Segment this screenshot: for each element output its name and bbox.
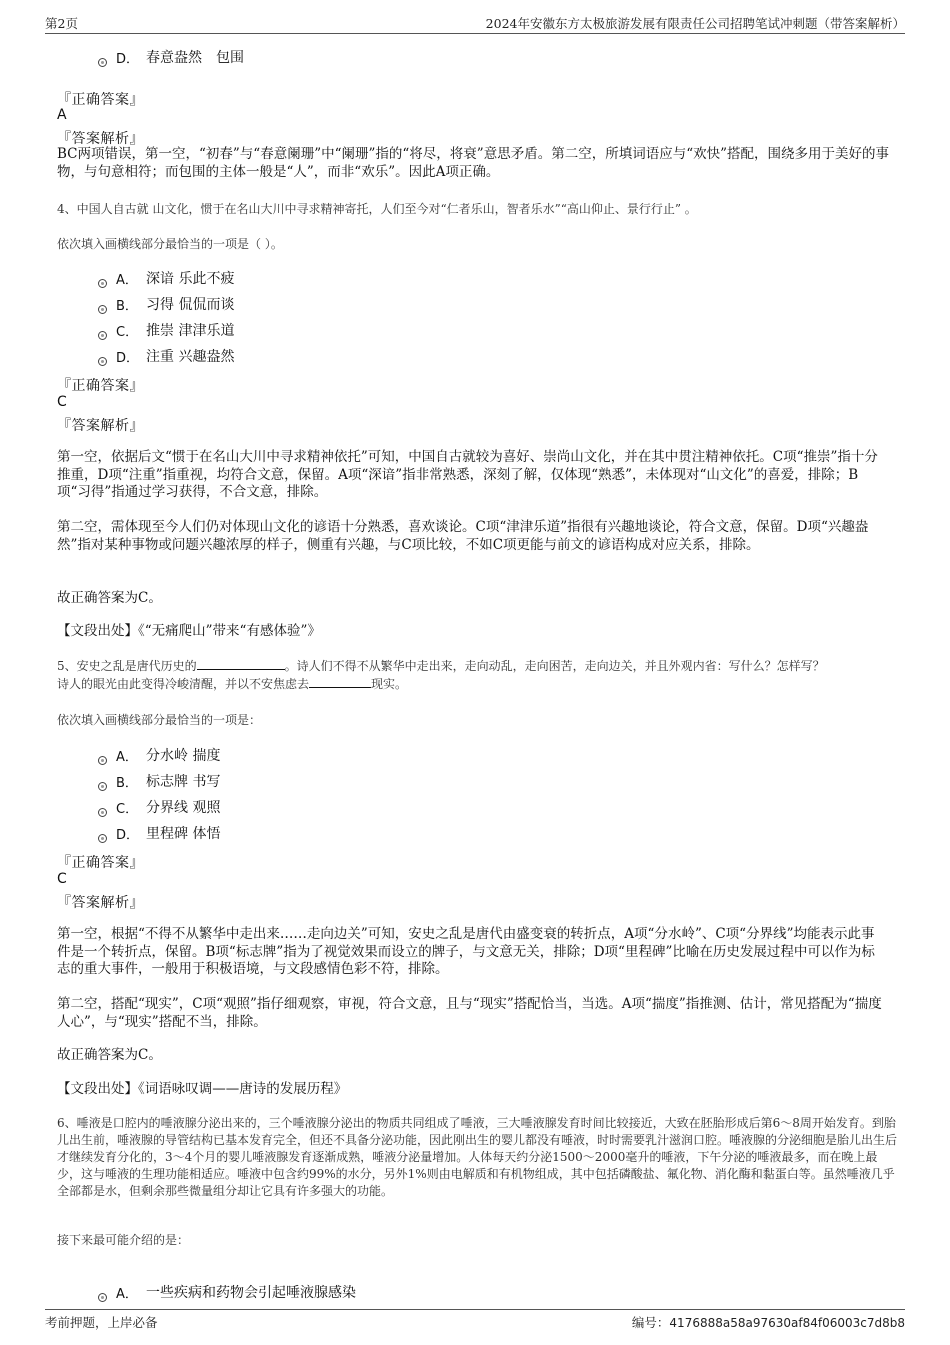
stem-part: 。诗人们不得不从繁华中走出来，走向动乱，走向困苦，走向边关，并且外观内省：写什么？怎样写？: [284, 659, 825, 673]
answer-label: 『正确答案』: [57, 378, 144, 394]
question-stem: 4、中国人自古就 山文化，惯于在名山大川中寻求精神寄托，人们至今对“仁者乐山，智者乐水”“高山仰止、景行行止” 。: [57, 202, 697, 216]
option-text: 标志牌 书写: [146, 774, 221, 790]
option-text: 一些疾病和药物会引起唾液腺感染: [146, 1285, 356, 1301]
radio-option-b[interactable]: [98, 305, 107, 314]
option-text: 春意盎然 包围: [146, 50, 244, 66]
option-letter: B．: [116, 776, 138, 791]
radio-option-a[interactable]: [98, 1293, 107, 1302]
option-letter: A．: [116, 1287, 138, 1302]
analysis-label: 『答案解析』: [57, 418, 144, 434]
analysis-label: 『答案解析』: [57, 131, 144, 147]
footer-rule: [45, 1309, 905, 1310]
option-text: 深谙 乐此不疲: [146, 271, 235, 287]
option-text: 分界线 观照: [146, 800, 221, 816]
question-prompt: 依次填入画横线部分最恰当的一项是：: [57, 713, 262, 727]
radio-option-a[interactable]: [98, 279, 107, 288]
conclusion: 故正确答案为C。: [57, 1047, 162, 1063]
analysis-paragraph: 第二空，需体现至今人们仍对体现山文化的谚语十分熟悉，喜欢谈论。C项“津津乐道”指很有兴趣地谈论，符合文意，保留。D项“兴趣盎然”指对某种事物或问题兴趣浓厚的样子，侧重有兴趣，与C项比较，不如C项更能与前文的谚语构成对应关系，排除。: [57, 519, 869, 553]
option-letter: C．: [116, 802, 139, 817]
radio-option-a[interactable]: [98, 756, 107, 765]
option-letter: A．: [116, 750, 138, 765]
option-text: 里程碑 体悟: [146, 826, 221, 842]
option-text: 分水岭 揣度: [146, 748, 221, 764]
option-letter: C．: [116, 325, 139, 340]
source-citation: 【文段出处】《词语咏叹调——唐诗的发展历程》: [57, 1081, 348, 1097]
radio-option-d[interactable]: [98, 357, 107, 366]
option-letter: D．: [116, 351, 140, 366]
radio-option-d[interactable]: [98, 58, 107, 67]
analysis-paragraph: 第一空，根据“不得不从繁华中走出来……走向边关”可知，安史之乱是唐代由盛变衰的转折点，A项“分水岭”、C项“分界线”均能表示此事件是一个转折点，保留。B项“标志牌”指为了视觉效果而设立的牌子，与文意无关，排除；D项“里程碑”比喻在历史发展过程中可以作为标志的重大事件，一般用于积极语境，与文段感情色彩不符，排除。: [57, 926, 875, 977]
answer-value: C: [57, 871, 67, 887]
answer-value: A: [57, 107, 67, 123]
question-prompt: 依次填入画横线部分最恰当的一项是（ ）。: [57, 237, 283, 251]
footer-slogan: 考前押题，上岸必备: [45, 1315, 158, 1330]
conclusion: 故正确答案为C。: [57, 590, 162, 606]
option-text: 习得 侃侃而谈: [146, 297, 235, 313]
answer-value: C: [57, 394, 67, 410]
fill-blank: [197, 657, 285, 670]
id-label: 编号：: [631, 1315, 670, 1330]
page-number: 第2页: [45, 16, 78, 31]
option-letter: B．: [116, 299, 138, 314]
question-stem: [57, 657, 902, 693]
analysis-paragraph: 第一空，依据后文“惯于在名山大川中寻求精神依托”可知，中国自古就较为喜好、崇尚山文化，并在其中贯注精神依托。C项“推崇”指十分推重，D项“注重”指重视，均符合文意，保留。A项“深谙”指非常熟悉，深刻了解，仅体现“熟悉”，未体现对“山文化”的喜爱，排除；B项“习得”指通过学习获得，不合文意，排除。: [57, 449, 878, 500]
stem-part: 5、安史之乱是唐代历史的: [57, 659, 197, 673]
radio-option-d[interactable]: [98, 834, 107, 843]
document-id: [632, 1313, 905, 1331]
id-code: 4176888a58a97630af84f06003c7d8b8: [669, 1316, 905, 1330]
question-stem: 6、唾液是口腔内的唾液腺分泌出来的，三个唾液腺分泌出的物质共同组成了唾液，三大唾液腺发育时间比较接近，大致在胚胎形成后第6～8周开始发育。到胎儿出生前，唾液腺的导管结构已基本发育完全，但还不具备分泌功能，因此刚出生的婴儿都没有唾液，时时需要乳汁滋润口腔。唾液腺的分泌细胞是胎儿出生后才继续发育分化的，3～4个月的婴儿唾液腺发育逐渐成熟，唾液分泌量增加。人体每天约分泌1500～2000毫升的唾液，下午分泌的唾液最多，而在晚上最少，这与唾液的生理功能相适应。唾液中包含约99%的水分，另外1%则由电解质和有机物组成，其中包括磷酸盐、氟化物、消化酶和黏蛋白等。虽然唾液几乎全部都是水，但剩余那些微量组分却让它具有许多强大的功能。: [57, 1116, 898, 1198]
document-title: 2024年安徽东方太极旅游发展有限责任公司招聘笔试冲刺题（带答案解析）: [485, 16, 905, 31]
answer-label: 『正确答案』: [57, 92, 144, 108]
analysis-label: 『答案解析』: [57, 895, 144, 911]
option-letter: D．: [116, 52, 140, 67]
question-prompt: 接下来最可能介绍的是：: [57, 1233, 190, 1247]
option-text: 注重 兴趣盎然: [146, 349, 235, 365]
stem-part: 现实。: [371, 677, 408, 691]
source-citation: 【文段出处】《“无痛爬山”带来“有感体验”》: [57, 623, 321, 639]
fill-blank: [309, 675, 371, 688]
analysis-text: BC两项错误，第一空，“初春”与“春意阑珊”中“阑珊”指的“将尽，将衰”意思矛盾。第二空，所填词语应与“欢快”搭配，围绕多用于美好的事物，与句意相符；而包围的主体一般是“人”，而非“欢乐”。因此A项正确。: [57, 146, 890, 180]
radio-option-c[interactable]: [98, 808, 107, 817]
radio-option-c[interactable]: [98, 331, 107, 340]
answer-label: 『正确答案』: [57, 855, 144, 871]
option-text: 推崇 津津乐道: [146, 323, 235, 339]
radio-option-b[interactable]: [98, 782, 107, 791]
analysis-paragraph: 第二空，搭配“现实”，C项“观照”指仔细观察，审视，符合文意，且与“现实”搭配恰当，当选。A项“揣度”指推测、估计，常见搭配为“揣度人心”，与“现实”搭配不当，排除。: [57, 996, 882, 1030]
option-letter: A．: [116, 273, 138, 288]
header-rule: [45, 33, 905, 34]
option-letter: D．: [116, 828, 140, 843]
stem-part: 诗人的眼光由此变得冷峻清醒，并以不安焦虑去: [57, 677, 310, 691]
